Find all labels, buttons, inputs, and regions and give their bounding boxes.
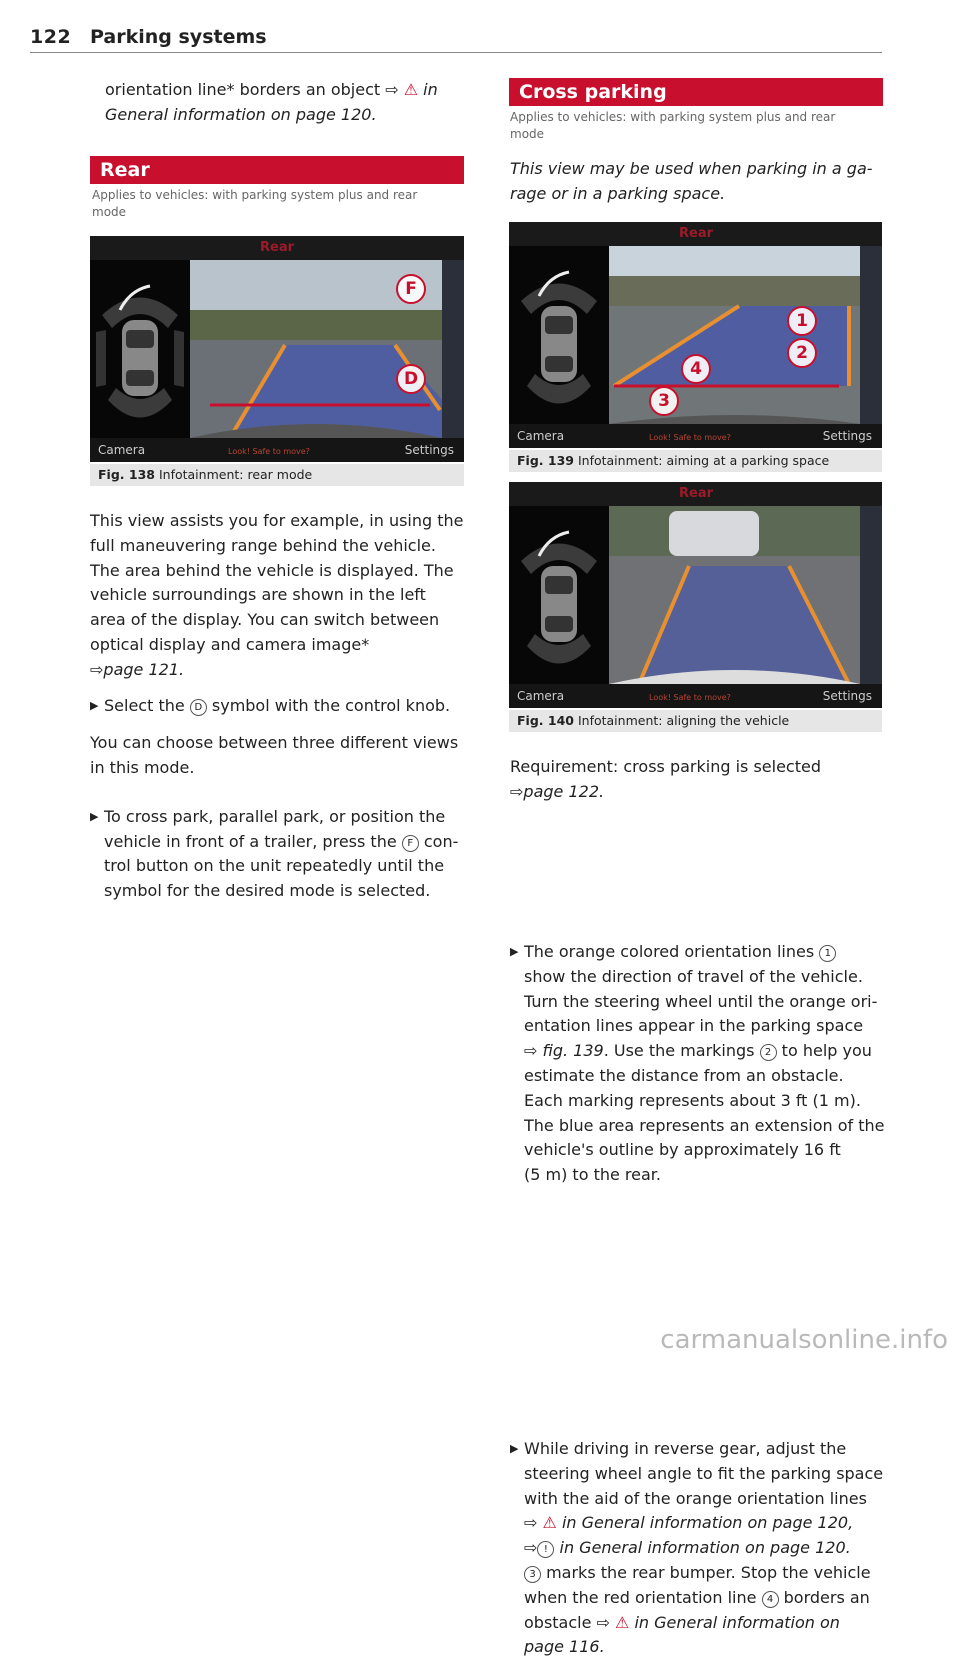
symbol-d: D (190, 699, 207, 716)
section-title: Parking systems (90, 26, 267, 48)
sensor-panel (509, 506, 609, 684)
symbol-f: F (402, 835, 419, 852)
step-reverse-gear: ▶ While driving in reverse gear, adjust the steering wheel angle to fit the parking space with the aid of the orange orientation lines ⇨ ⚠ in General information on page 120, ⇨ ! in General information on page 120. 3 marks the rear bumper. Stop the vehicle when the red orientation line 4 borders an obstacle ⇨ ⚠ in General information on page 116. (510, 1438, 884, 1657)
sensor-panel (509, 246, 609, 424)
bullet-icon: ▶ (90, 699, 99, 712)
intro-continuation: orientation line* borders an object ⇨ ⚠ in General information on page 120. (105, 80, 438, 124)
requirement: Requirement: cross parking is selected ⇨page 122. (510, 757, 821, 801)
bullet-icon: ▶ (510, 944, 519, 958)
camera-view (609, 246, 860, 424)
footer-watermark: carmanualsonline.info (660, 1325, 948, 1355)
cross-intro: This view may be used when parking in a ga- rage or in a parking space. (510, 159, 873, 203)
side-menu (860, 506, 882, 684)
side-menu (860, 246, 882, 424)
symbol-2: 2 (760, 1044, 777, 1061)
rear-section-heading: Rear (90, 156, 464, 184)
warning-icon: ⚠ (615, 1612, 630, 1632)
callout-4: 4 (681, 354, 711, 384)
note-icon: ! (537, 1541, 554, 1558)
side-menu (442, 260, 464, 438)
symbol-4: 4 (762, 1591, 779, 1608)
fig140-screen: Rear Camera Look! Safe to move? Settings (509, 482, 882, 708)
callout-3: 3 (649, 386, 679, 416)
step-press-f: ▶ To cross park, parallel park, or position the vehicle in front of a trailer, press the F con- trol button on the unit repeatedly until the symbol for the desired mode is selected. (90, 806, 459, 901)
bullet-icon: ▶ (510, 1441, 519, 1455)
step-select-d: ▶ Select the D symbol with the control knob. (90, 694, 480, 719)
views-intro: You can choose between three different views in this mode. (90, 733, 459, 777)
cross-applies-note: Applies to vehicles: with parking system plus and rear mode (510, 110, 836, 141)
callout-D: D (396, 364, 426, 394)
cross-parking-heading: Cross parking (509, 78, 883, 106)
fig138-screen: Rear F D Camera Look! Safe to move? Settings (90, 236, 464, 462)
fig138-caption: Fig. 138 Infotainment: rear mode (90, 464, 464, 486)
camera-view (609, 506, 860, 684)
bullet-icon: ▶ (90, 809, 99, 823)
page-header (30, 22, 882, 53)
warning-icon: ⚠ (542, 1513, 557, 1533)
step-orientation-lines: ▶ The orange colored orientation lines 1 show the direction of travel of the vehicle. Turn the steering wheel until the orange ori- entation lines appear in the parking space ⇨ fig. 139. Use the markings 2 to help you estimate the distance from an obstacle. Each marking represents about 3 ft (1 m). The blue area represents an extension of the vehicle's outline by approximately 16 ft (5 m) to the rear. (510, 941, 885, 1185)
callout-F: F (396, 274, 426, 304)
fig140-caption: Fig. 140 Infotainment: aligning the vehicle (509, 710, 882, 732)
symbol-1: 1 (819, 945, 836, 962)
warning-icon: ⚠ (403, 80, 419, 99)
symbol-3: 3 (524, 1566, 541, 1583)
sensor-panel (90, 260, 190, 438)
callout-2: 2 (787, 338, 817, 368)
rear-description: This view assists you for example, in using the full maneuvering range behind the vehicle. The area behind the vehicle is displayed. The vehicle surroundings are shown in the left area of the display. You can switch between optical display and camera image* ⇨page 121. (90, 511, 464, 679)
callout-1: 1 (787, 306, 817, 336)
rear-applies-note: Applies to vehicles: with parking system plus and rear mode (92, 188, 418, 219)
fig139-screen: Rear 1 2 4 3 Camera Look! Safe to move? Settings (509, 222, 882, 448)
page-number: 122 (30, 26, 72, 48)
fig139-caption: Fig. 139 Infotainment: aiming at a parking space (509, 450, 882, 472)
